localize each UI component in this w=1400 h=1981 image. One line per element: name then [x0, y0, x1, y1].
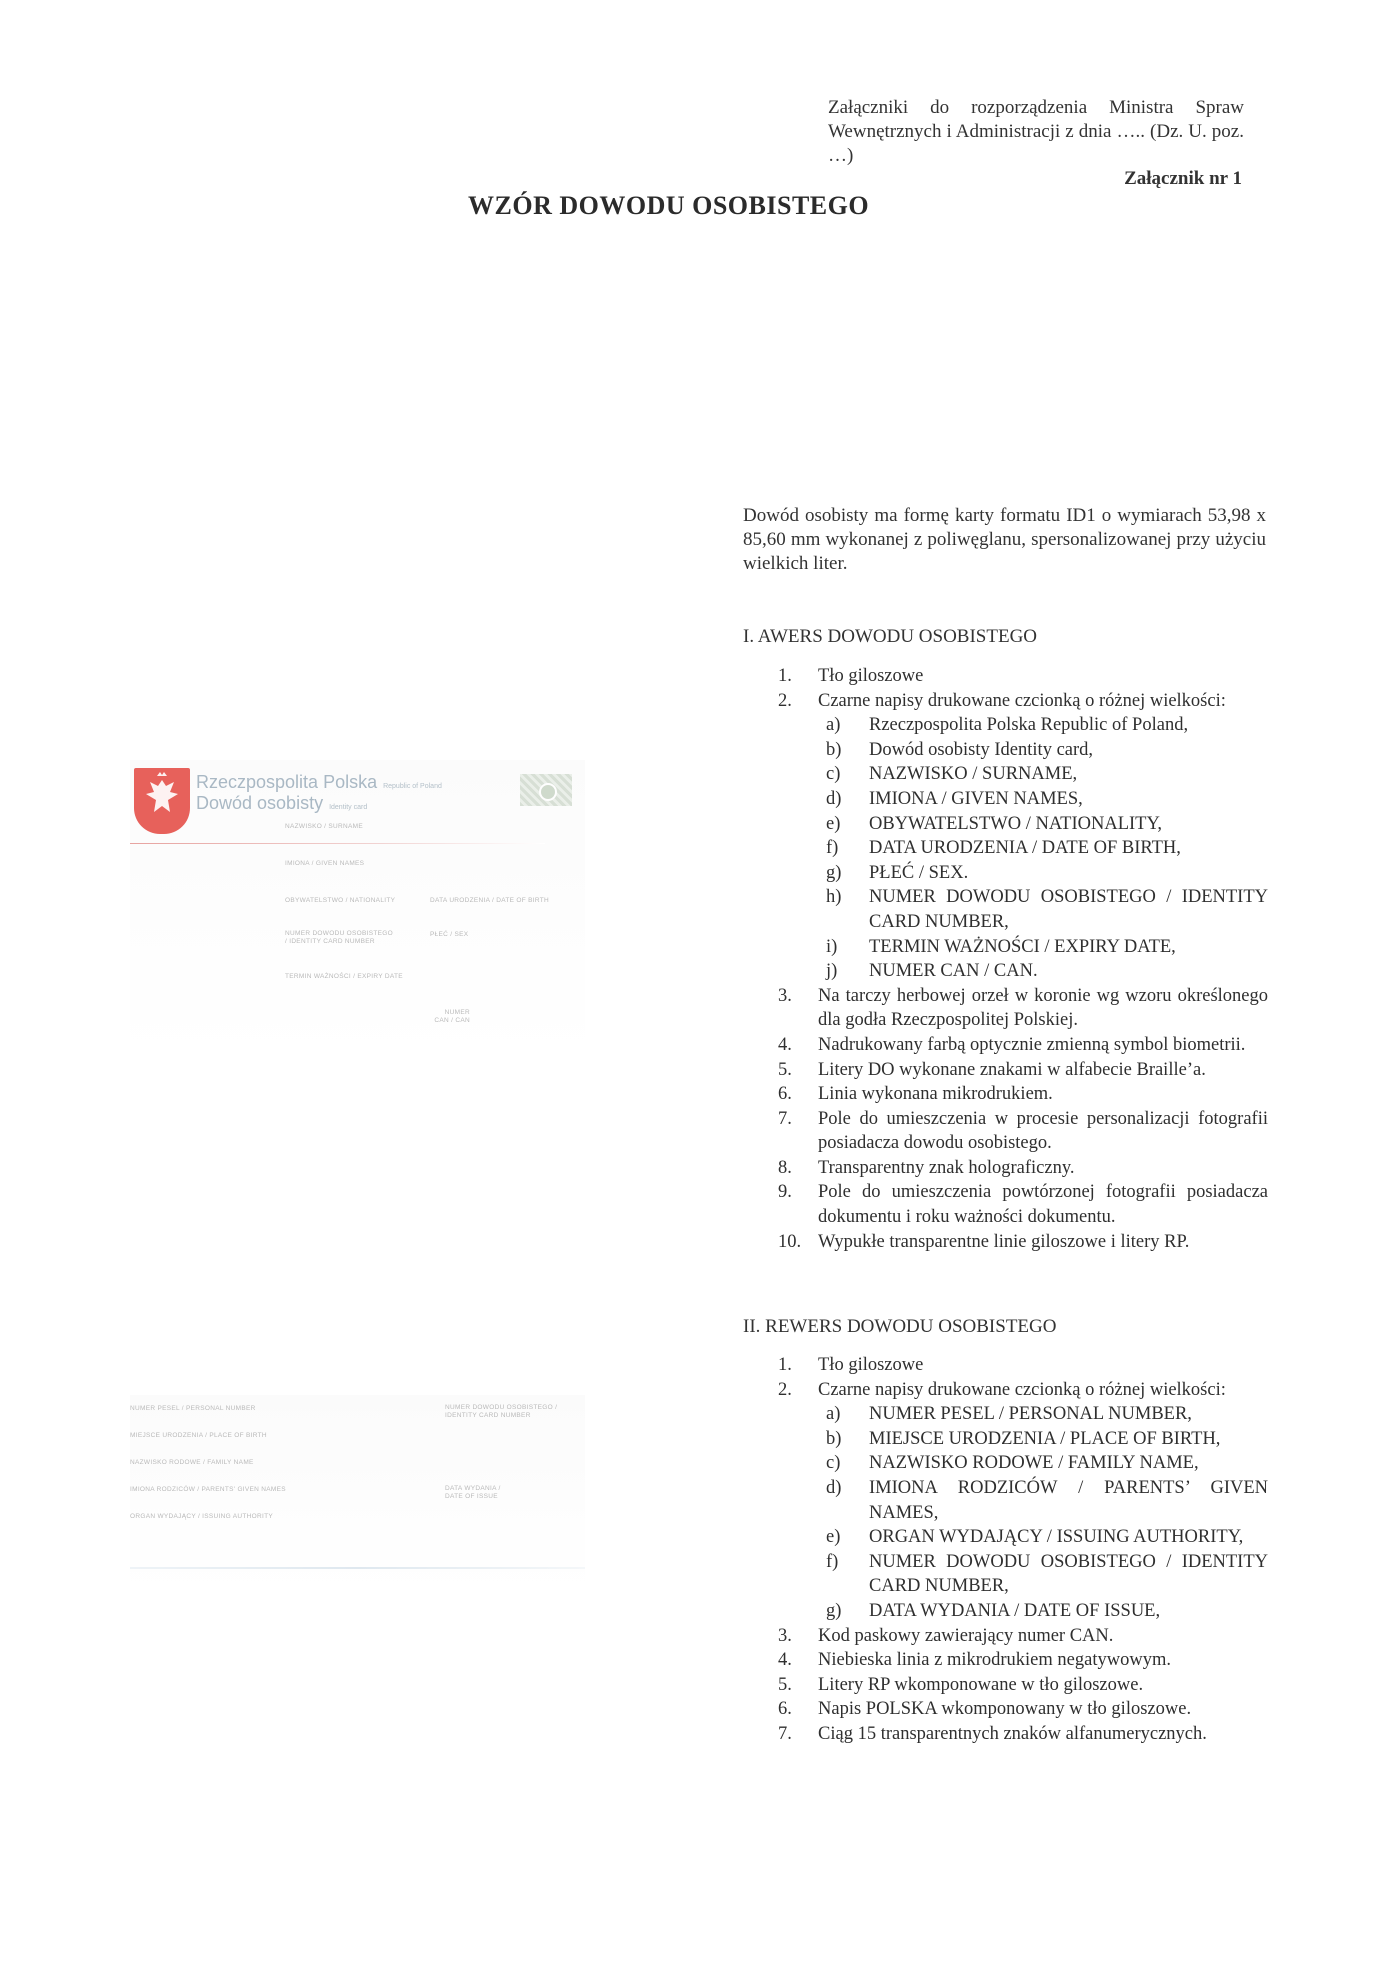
item-text: Tło giloszowe: [818, 1355, 924, 1375]
card-label-surname: NAZWISKO / SURNAME: [285, 823, 363, 830]
microprint-blue-line: [130, 1567, 585, 1569]
card-label-pesel: NUMER PESEL / PERSONAL NUMBER: [130, 1405, 256, 1412]
item-number: 5.: [778, 1674, 792, 1695]
list-item: [778, 689, 1268, 714]
sub-item-letter: f): [826, 1551, 839, 1572]
sub-item-text: IMIONA RODZICÓW / PARENTS’ GIVEN NAMES,: [869, 1477, 1268, 1523]
sub-item: [826, 812, 1268, 837]
sub-item-letter: b): [826, 739, 842, 760]
item-number: 9.: [778, 1182, 792, 1203]
sub-item: [826, 787, 1268, 812]
card-label-birth-place: MIEJSCE URODZENIA / PLACE OF BIRTH: [130, 1432, 267, 1439]
back-section-heading: II. REWERS DOWODU OSOBISTEGO: [743, 1316, 1057, 1337]
list-item: [778, 1082, 1268, 1107]
list-item: [778, 1624, 1268, 1649]
list-item: [778, 1107, 1268, 1156]
item-text: Pole do umieszczenia w procesie personalizacji fotografii posiadacza dowodu osobistego.: [818, 1108, 1268, 1154]
sub-item-letter: e): [826, 813, 841, 834]
sub-item-letter: d): [826, 1477, 842, 1498]
sub-item-letter: h): [826, 887, 842, 908]
list-item: [778, 1353, 1268, 1378]
hologram-dot-icon: [539, 783, 557, 801]
card-label-parents: IMIONA RODZICÓW / PARENTS' GIVEN NAMES: [130, 1486, 286, 1493]
sub-item: [826, 885, 1268, 934]
item-number: 5.: [778, 1059, 792, 1080]
id-card-back-image: [130, 1395, 585, 1595]
sub-item-text: NUMER DOWODU OSOBISTEGO / IDENTITY CARD NUMBER,: [869, 1551, 1268, 1597]
sub-item: [826, 861, 1268, 886]
list-item: [778, 1673, 1268, 1698]
sub-item-text: Rzeczpospolita Polska Republic of Poland,: [869, 715, 1189, 736]
sub-item-text: NUMER PESEL / PERSONAL NUMBER,: [869, 1404, 1192, 1425]
item-text: Litery RP wkomponowane w tło giloszowe.: [818, 1674, 1144, 1695]
sub-item-text: NUMER CAN / CAN.: [869, 961, 1038, 982]
item-text: Napis POLSKA wkomponowany w tło giloszowe.: [818, 1699, 1192, 1720]
document-title: WZÓR DOWODU OSOBISTEGO: [468, 191, 870, 220]
list-item: [778, 1230, 1268, 1255]
card-label-given-names: IMIONA / GIVEN NAMES: [285, 860, 365, 867]
list-item: [778, 984, 1268, 1033]
sub-item-letter: i): [826, 936, 838, 957]
item-number: 7.: [778, 1723, 792, 1744]
card-label-expiry: TERMIN WAŻNOŚCI / EXPIRY DATE: [285, 973, 403, 980]
sub-item-text: OBYWATELSTWO / NATIONALITY,: [869, 813, 1163, 834]
sub-item-text: NUMER DOWODU OSOBISTEGO / IDENTITY CARD NUMBER,: [869, 887, 1268, 932]
sub-item-text: MIEJSCE URODZENIA / PLACE OF BIRTH,: [869, 1428, 1221, 1449]
item-number: 2.: [778, 1379, 792, 1400]
item-text: Niebieska linia z mikrodrukiem negatywowym.: [818, 1650, 1171, 1671]
item-number: 2.: [778, 690, 792, 711]
card-label-id-number: NUMER DOWODU OSOBISTEGO / IDENTITY CARD NUMBER: [285, 930, 394, 945]
item-text: Tło giloszowe: [818, 666, 924, 686]
item-number: 1.: [778, 666, 792, 686]
card-label-sex: PŁEĆ / SEX: [430, 931, 469, 938]
back-items-list: [778, 1353, 1268, 1747]
sub-item-letter: c): [826, 1453, 841, 1474]
card-label-dob: DATA URODZENIA / DATE OF BIRTH: [430, 897, 550, 904]
item-text: Czarne napisy drukowane czcionką o różnej wielkości:: [818, 1379, 1226, 1400]
item-number: 4.: [778, 1650, 792, 1671]
list-item: [778, 1058, 1268, 1083]
sub-item-letter: j): [826, 961, 838, 982]
sub-item: [826, 1476, 1268, 1525]
sub-item: [826, 713, 1268, 738]
item-text: Nadrukowany farbą optycznie zmienną symbol biometrii.: [818, 1034, 1246, 1055]
item-number: 3.: [778, 1625, 792, 1646]
annex-number: Załącznik nr 1: [1124, 168, 1242, 189]
card-label-back-id-number: NUMER DOWODU OSOBISTEGO / IDENTITY CARD NUMBER: [445, 1404, 558, 1419]
sub-item: [826, 935, 1268, 960]
microprint-line: [130, 843, 545, 844]
sub-item: [826, 1402, 1268, 1427]
list-item: [778, 664, 1268, 689]
item-number: 8.: [778, 1157, 792, 1178]
sub-item-text: Dowód osobisty Identity card,: [869, 739, 1094, 760]
item-text: Pole do umieszczenia powtórzonej fotografii posiadacza dokumentu i roku ważności dokumentu.: [818, 1182, 1268, 1228]
item-text: Na tarczy herbowej orzeł w koronie wg wzoru określonego dla godła Rzeczpospolitej Polskiej.: [818, 985, 1268, 1031]
item-number: 1.: [778, 1355, 792, 1375]
item-number: 10.: [778, 1231, 802, 1252]
sub-item-letter: e): [826, 1527, 841, 1548]
sub-item: [826, 738, 1268, 763]
sub-item-letter: g): [826, 862, 842, 883]
sub-item: [826, 1451, 1268, 1476]
card-label-family-name: NAZWISKO RODOWE / FAMILY NAME: [130, 1459, 254, 1466]
card-doc-en: Identity card: [329, 804, 368, 811]
card-title-pl: Rzeczpospolita Polska: [196, 772, 378, 792]
item-text: Transparentny znak holograficzny.: [818, 1157, 1075, 1178]
sub-item-text: NAZWISKO RODOWE / FAMILY NAME,: [869, 1453, 1199, 1474]
item-number: 6.: [778, 1699, 792, 1720]
sub-item-letter: b): [826, 1428, 842, 1449]
list-item: [778, 1180, 1268, 1229]
sub-item: [826, 762, 1268, 787]
list-item: [778, 1033, 1268, 1058]
sub-item-letter: a): [826, 715, 841, 736]
regulation-note: Załączniki do rozporządzenia Ministra Spraw Wewnętrznych i Administracji z dnia ….. (Dz. U. poz. …): [828, 97, 1244, 166]
id-card-front-image: [130, 760, 585, 1060]
front-section-heading: I. AWERS DOWODU OSOBISTEGO: [743, 626, 1038, 647]
sub-item: [826, 1525, 1268, 1550]
sub-item-text: TERMIN WAŻNOŚCI / EXPIRY DATE,: [869, 936, 1176, 957]
sub-item-text: ORGAN WYDAJĄCY / ISSUING AUTHORITY,: [869, 1527, 1244, 1548]
item-text: Kod paskowy zawierający numer CAN.: [818, 1625, 1114, 1646]
sub-item-text: IMIONA / GIVEN NAMES,: [869, 788, 1083, 809]
item-text: Czarne napisy drukowane czcionką o różnej wielkości:: [818, 690, 1226, 711]
item-text: Linia wykonana mikrodrukiem.: [818, 1084, 1053, 1105]
sub-item: [826, 1599, 1268, 1624]
card-label-can: NUMER CAN / CAN: [434, 1009, 470, 1024]
eagle-shield-icon: [134, 768, 190, 834]
intro-paragraph: Dowód osobisty ma formę karty formatu ID1 o wymiarach 53,98 x 85,60 mm wykonanej z poliwęglanu, spersonalizowanej przy użyciu wielkich liter.: [743, 505, 1266, 574]
sub-item-text: PŁEĆ / SEX.: [869, 862, 969, 883]
sub-item-text: DATA URODZENIA / DATE OF BIRTH,: [869, 838, 1181, 859]
card-brand-line2: [196, 793, 367, 818]
item-text: Litery DO wykonane znakami w alfabecie Braille’a.: [818, 1059, 1206, 1080]
card-label-authority: ORGAN WYDAJĄCY / ISSUING AUTHORITY: [130, 1513, 273, 1520]
sub-item-letter: a): [826, 1404, 841, 1425]
sub-item-text: NAZWISKO / SURNAME,: [869, 764, 1078, 785]
list-item: [778, 1648, 1268, 1673]
item-number: 7.: [778, 1108, 792, 1129]
item-number: 3.: [778, 985, 792, 1006]
card-label-issue-date: DATA WYDANIA / DATE OF ISSUE: [445, 1485, 501, 1500]
item-text: Wypukłe transparentne linie giloszowe i litery RP.: [818, 1231, 1190, 1252]
sub-item: [826, 959, 1268, 984]
hologram-icon: [520, 774, 572, 806]
sub-item: [826, 1427, 1268, 1452]
card-doc-pl: Dowód osobisty: [196, 793, 324, 813]
sub-item-letter: c): [826, 764, 841, 785]
sub-item-letter: f): [826, 838, 839, 859]
list-item: [778, 1722, 1268, 1747]
list-item: [778, 1156, 1268, 1181]
card-title-en: Republic of Poland: [383, 783, 442, 790]
sub-item: [826, 1550, 1268, 1599]
front-items-list: [778, 664, 1268, 1254]
sub-item-letter: g): [826, 1600, 842, 1621]
sub-item: [826, 836, 1268, 861]
item-number: 6.: [778, 1084, 792, 1105]
card-label-nationality: OBYWATELSTWO / NATIONALITY: [285, 897, 396, 904]
list-item: [778, 1378, 1268, 1403]
list-item: [778, 1697, 1268, 1722]
sub-item-text: DATA WYDANIA / DATE OF ISSUE,: [869, 1600, 1161, 1621]
item-number: 4.: [778, 1034, 792, 1055]
item-text: Ciąg 15 transparentnych znaków alfanumerycznych.: [818, 1723, 1207, 1744]
sub-item-letter: d): [826, 788, 842, 809]
